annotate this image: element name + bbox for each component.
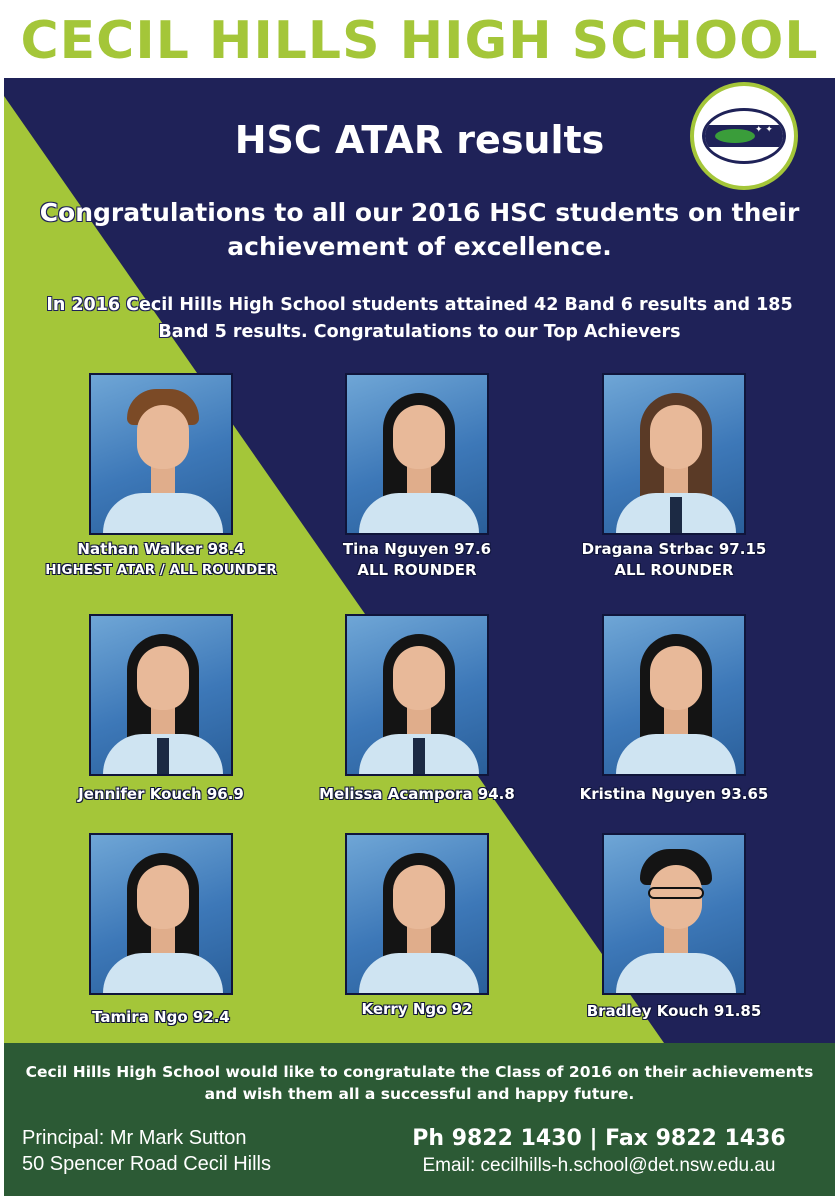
student-photo [89, 373, 233, 535]
student-name: Tina Nguyen 97.6 [342, 540, 492, 558]
student-award: HIGHEST ATAR / ALL ROUNDER [45, 562, 277, 578]
student-photo [89, 833, 233, 995]
student-card [31, 373, 291, 581]
student-name: Nathan Walker 98.4 [77, 540, 245, 558]
intro-text: In 2016 Cecil Hills High School students attained 42 Band 6 results and 185 Band 5 results. Congratulations to our Top Achievers [46, 295, 793, 342]
student-photo [345, 373, 489, 535]
student-name: Dragana Strbac 97.15 [581, 540, 767, 558]
student-card [544, 833, 804, 1022]
student-photo [89, 614, 233, 776]
footer-message: Cecil Hills High School would like to congratulate the Class of 2016 on their achievements and wish them all a successful and happy future. [25, 1063, 814, 1103]
email-address: Email: cecilhills-h.school@det.nsw.edu.au [422, 1155, 776, 1176]
student-card [31, 614, 291, 805]
principal-name: Principal: Mr Mark Sutton [22, 1127, 247, 1149]
student-name: Kerry Ngo 92 [361, 1000, 473, 1018]
student-card [544, 373, 804, 581]
student-name: Bradley Kouch 91.85 [586, 1002, 762, 1020]
student-card [287, 614, 547, 805]
footer [4, 1043, 835, 1196]
student-photo [602, 833, 746, 995]
phone-fax: Ph 9822 1430 | Fax 9822 1436 [412, 1126, 786, 1151]
glasses-icon [648, 887, 704, 899]
student-card [287, 833, 547, 1020]
student-name: Tamira Ngo 92.4 [92, 1008, 230, 1026]
student-name: Jennifer Kouch 96.9 [78, 785, 244, 803]
student-photo [345, 614, 489, 776]
student-card [544, 614, 804, 805]
student-award: ALL ROUNDER [357, 561, 477, 579]
header [0, 0, 839, 80]
school-address: 50 Spencer Road Cecil Hills [22, 1153, 272, 1175]
congratulations-text: Congratulations to all our 2016 HSC students on their achievement of excellence. [39, 198, 800, 261]
school-name-heading: CECIL HILLS HIGH SCHOOL [20, 11, 819, 71]
student-photo [602, 373, 746, 535]
student-name: Melissa Acampora 94.8 [319, 785, 515, 803]
results-panel [4, 78, 835, 1043]
page-title: HSC ATAR results [234, 118, 605, 162]
student-photo [345, 833, 489, 995]
student-name: Kristina Nguyen 93.65 [579, 785, 769, 803]
student-card [287, 373, 547, 581]
student-award: ALL ROUNDER [614, 561, 734, 579]
school-logo-icon: ✦ ✦ [690, 82, 798, 190]
student-photo [602, 614, 746, 776]
student-card [31, 833, 291, 1028]
